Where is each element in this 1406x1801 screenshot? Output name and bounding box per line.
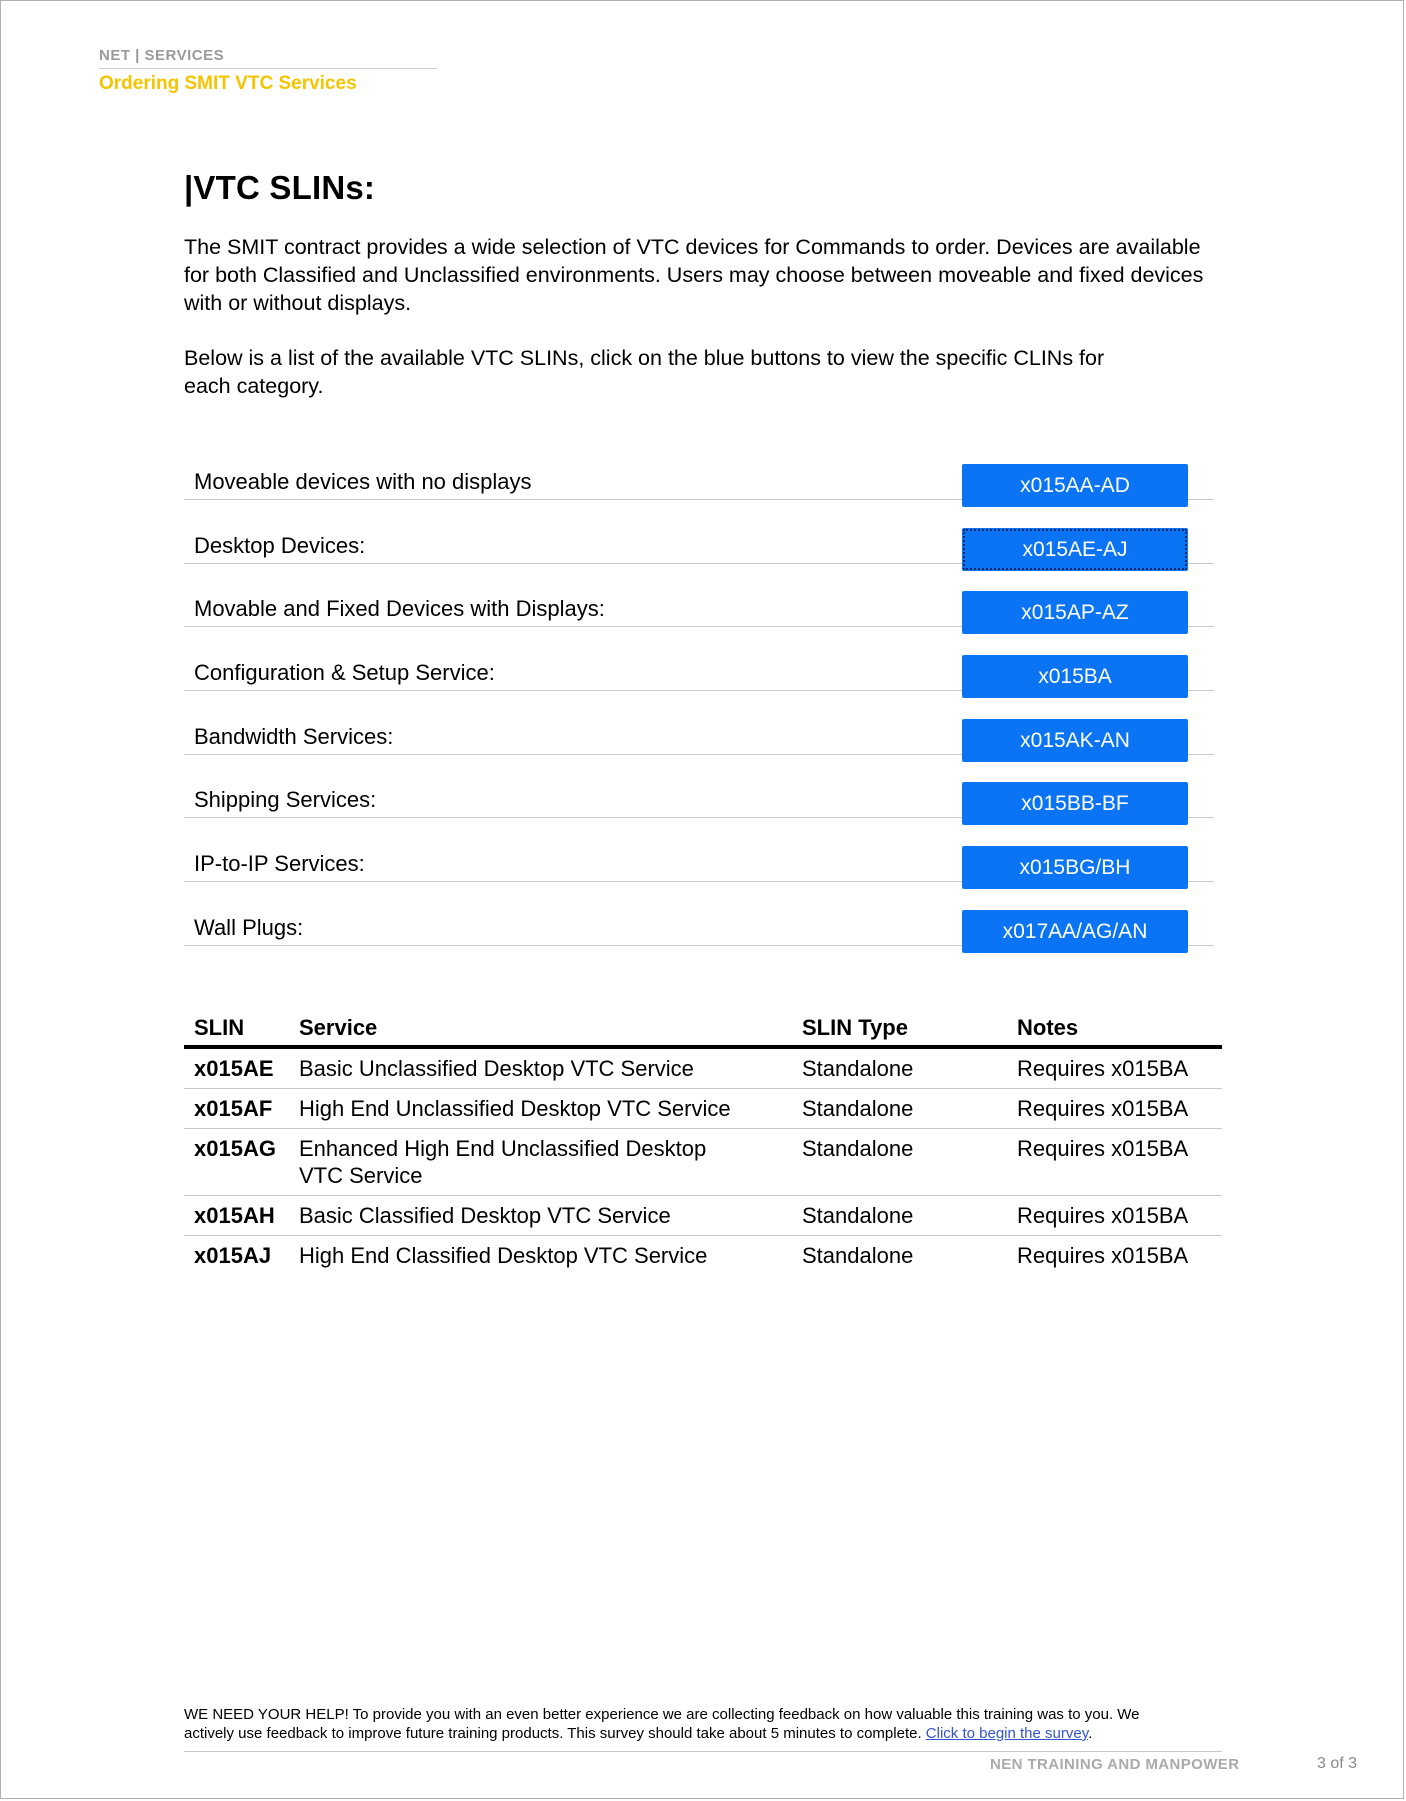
cell-notes: Requires x015BA xyxy=(1007,1089,1222,1129)
cell-notes: Requires x015BA xyxy=(1017,1243,1189,1268)
column-header-slin: SLIN xyxy=(184,1011,289,1047)
table-row xyxy=(184,1089,1222,1129)
cell-slin: x015AF xyxy=(184,1089,289,1129)
slin-button-x015ae-aj[interactable]: x015AE-AJ xyxy=(962,528,1188,571)
cell-slin-type: Standalone xyxy=(792,1196,1007,1236)
desktop-slin-table xyxy=(184,1011,1222,1275)
cell-service: Enhanced High End Unclassified Desktop VTC Service xyxy=(289,1129,792,1196)
slin-label: Desktop Devices: xyxy=(194,532,366,558)
survey-note-text: WE NEED YOUR HELP! To provide you with an even better experience we are collecting feedback on how valuable this training was to you. We actively use feedback to improve future training products. This survey should take about 5 minutes to complete. xyxy=(184,1706,1140,1742)
slin-button-x015ap-az[interactable]: x015AP-AZ xyxy=(962,591,1188,634)
survey-link[interactable]: Click to begin the survey xyxy=(925,1725,1089,1742)
page-number: 3 of 3 xyxy=(1317,1755,1358,1772)
page-heading: |VTC SLINs: xyxy=(184,169,376,206)
survey-note xyxy=(184,1705,1184,1743)
slin-button-x015ba[interactable]: x015BA xyxy=(962,655,1188,698)
slin-category-list xyxy=(184,461,1214,971)
header-title: Ordering SMIT VTC Services xyxy=(99,73,357,94)
instruction-paragraph: Below is a list of the available VTC SLINs, click on the blue buttons to view the specific CLINs for each category. xyxy=(184,346,1105,398)
table-row xyxy=(184,1047,1222,1089)
slin-row-movable-fixed-displays xyxy=(184,588,1214,652)
table-row xyxy=(184,1129,1222,1196)
slin-button-x015bb-bf[interactable]: x015BB-BF xyxy=(962,782,1188,825)
table-row xyxy=(184,1236,1222,1276)
survey-note-period: . xyxy=(1088,1725,1093,1742)
cell-notes: Requires x015BA xyxy=(1007,1196,1222,1236)
slin-row-configuration-setup xyxy=(184,652,1214,716)
cell-slin-type: Standalone xyxy=(792,1129,1007,1196)
cell-slin-type: Standalone xyxy=(802,1243,914,1268)
header-section-label: NET | SERVICES xyxy=(99,47,225,64)
slin-row-shipping xyxy=(184,779,1214,843)
slin-row-ip-to-ip xyxy=(184,843,1214,907)
cell-slin-type: Standalone xyxy=(792,1047,1007,1089)
column-header-notes: Notes xyxy=(1007,1011,1222,1047)
slin-label: Shipping Services: xyxy=(194,787,377,813)
cell-notes: Requires x015BA xyxy=(1007,1047,1222,1089)
slin-row-desktop-devices xyxy=(184,525,1214,589)
main-content xyxy=(184,169,1224,427)
slin-label: Moveable devices with no displays xyxy=(194,469,532,494)
slin-button-x015aa-ad[interactable]: x015AA-AD xyxy=(962,464,1188,507)
cell-service: High End Classified Desktop VTC Service xyxy=(299,1243,708,1268)
slin-label: Configuration & Setup Service: xyxy=(194,660,495,686)
cell-service: Basic Classified Desktop VTC Service xyxy=(289,1196,792,1236)
column-header-service: Service xyxy=(289,1011,792,1047)
header-divider xyxy=(99,68,437,69)
slin-label: IP-to-IP Services: xyxy=(194,851,365,877)
footer-divider xyxy=(184,1751,1222,1752)
slin-row-wall-plugs xyxy=(184,907,1214,971)
slin-button-x017aa-ag-an[interactable]: x017AA/AG/AN xyxy=(962,910,1188,953)
table-row xyxy=(184,1196,1222,1236)
cell-slin: x015AG xyxy=(184,1129,289,1196)
cell-service: High End Unclassified Desktop VTC Service xyxy=(289,1089,792,1129)
cell-slin: x015AJ xyxy=(194,1243,272,1268)
cell-slin: x015AE xyxy=(184,1047,289,1089)
intro-paragraph: The SMIT contract provides a wide selection of VTC devices for Commands to order. Devices are available for both Classified and Unclassified environments. Users may choose between moveable and fixed devices with or without displays. xyxy=(184,235,1204,315)
footer-organization: NEN TRAINING AND MANPOWER xyxy=(990,1756,1240,1773)
column-header-slin-type: SLIN Type xyxy=(792,1011,1007,1047)
cell-notes: Requires x015BA xyxy=(1007,1129,1222,1196)
cell-service: Basic Unclassified Desktop VTC Service xyxy=(289,1047,792,1089)
cell-slin: x015AH xyxy=(184,1196,289,1236)
slin-label: Bandwidth Services: xyxy=(194,723,394,749)
slin-label: Wall Plugs: xyxy=(194,914,304,940)
table-header-row xyxy=(184,1011,1222,1047)
cell-slin-type: Standalone xyxy=(792,1089,1007,1129)
slin-label: Movable and Fixed Devices with Displays: xyxy=(194,596,605,622)
slin-button-x015bg-bh[interactable]: x015BG/BH xyxy=(962,846,1188,889)
slin-button-x015ak-an[interactable]: x015AK-AN xyxy=(962,719,1188,762)
slin-row-moveable-no-display xyxy=(184,461,1214,525)
slin-row-bandwidth xyxy=(184,716,1214,780)
